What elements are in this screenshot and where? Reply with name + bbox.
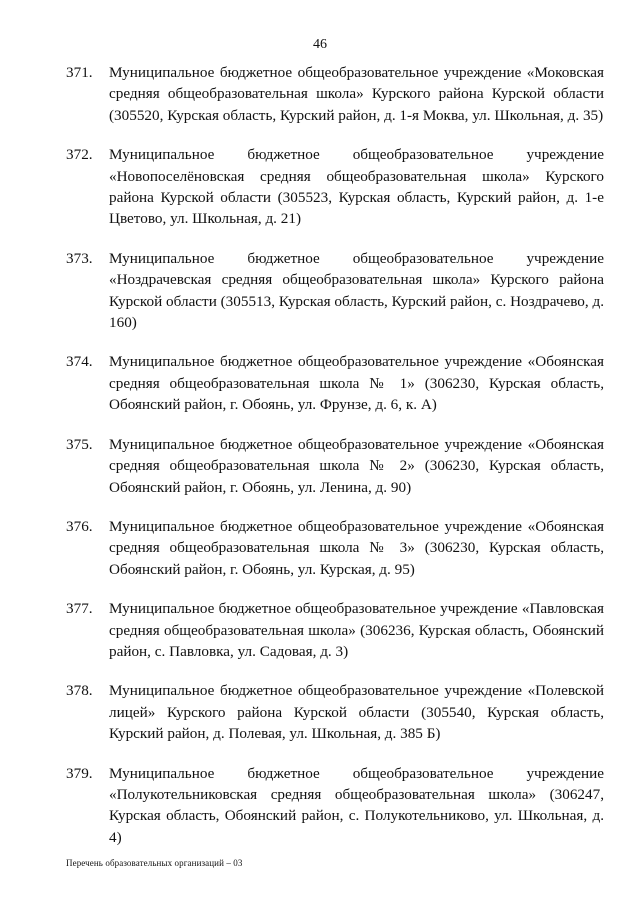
item-text: Муниципальное бюджетное общеобразовательное учреждение «Моковская средняя общеобразовательная школа» Курского района Курской области (305520, Курская область, Курский район, д. 1-я Моква, ул. Школьная, д. 35) <box>109 64 604 124</box>
list-item-375 <box>66 434 604 498</box>
item-text: Муниципальное бюджетное общеобразовательное учреждение «Полукотельниковская средняя общеобразовательная школа» (306247, Курская область, Обоянский район, с. Полукотельниково, ул. Школьная, д. 4) <box>109 764 604 846</box>
item-number: 377. <box>66 600 93 618</box>
item-number: 376. <box>66 517 93 535</box>
item-text: Муниципальное бюджетное общеобразовательное учреждение «Ноздрачевская средняя общеобразовательная школа» Курского района Курской области (305513, Курская область, Курский район, с. Ноздрачево, д. 160) <box>109 249 604 332</box>
page-number: 46 <box>313 37 327 52</box>
item-number: 371. <box>66 64 93 81</box>
list-item-377 <box>66 598 604 662</box>
item-number: 373. <box>66 249 93 267</box>
item-text: Муниципальное бюджетное общеобразовательное учреждение «Полевской лицей» Курского района Курской области (305540, Курская область, Курский район, д. Полевая, ул. Школьная, д. 385 Б) <box>109 682 604 743</box>
page-footer: Перечень образовательных организаций – 03 <box>66 858 243 868</box>
item-text: Муниципальное бюджетное общеобразовательное учреждение «Новопоселёновская средняя общеобразовательная школа» Курского района Курской области (305523, Курская область, Курский район, д. 1-е Цветово, ул. Школьная, д. 21) <box>109 146 604 228</box>
list-item-373 <box>66 248 604 334</box>
item-text: Муниципальное бюджетное общеобразовательное учреждение «Обоянская средняя общеобразовательная школа № 2» (306230, Курская область, Обоянский район, г. Обоянь, ул. Ленина, д. 90) <box>109 435 604 496</box>
item-number: 372. <box>66 146 93 164</box>
item-number: 374. <box>66 353 93 371</box>
list-item-372 <box>66 144 604 230</box>
item-number: 379. <box>66 764 93 782</box>
list-item-379 <box>66 763 604 849</box>
item-text: Муниципальное бюджетное общеобразовательное учреждение «Павловская средняя общеобразовательная школа» (306236, Курская область, Обоянский район, с. Павловка, ул. Садовая, д. 3) <box>109 600 604 660</box>
item-number: 375. <box>66 435 93 453</box>
item-number: 378. <box>66 682 93 700</box>
list-item-371 <box>66 62 604 126</box>
list-item-378 <box>66 680 604 744</box>
item-text: Муниципальное бюджетное общеобразовательное учреждение «Обоянская средняя общеобразовательная школа № 3» (306230, Курская область, Обоянский район, г. Обоянь, ул. Курская, д. 95) <box>109 517 604 578</box>
list-item-376 <box>66 516 604 580</box>
list-item-374 <box>66 351 604 415</box>
organization-list <box>66 62 604 866</box>
item-text: Муниципальное бюджетное общеобразовательное учреждение «Обоянская средняя общеобразовательная школа № 1» (306230, Курская область, Обоянский район, г. Обоянь, ул. Фрунзе, д. 6, к. А) <box>109 353 604 414</box>
